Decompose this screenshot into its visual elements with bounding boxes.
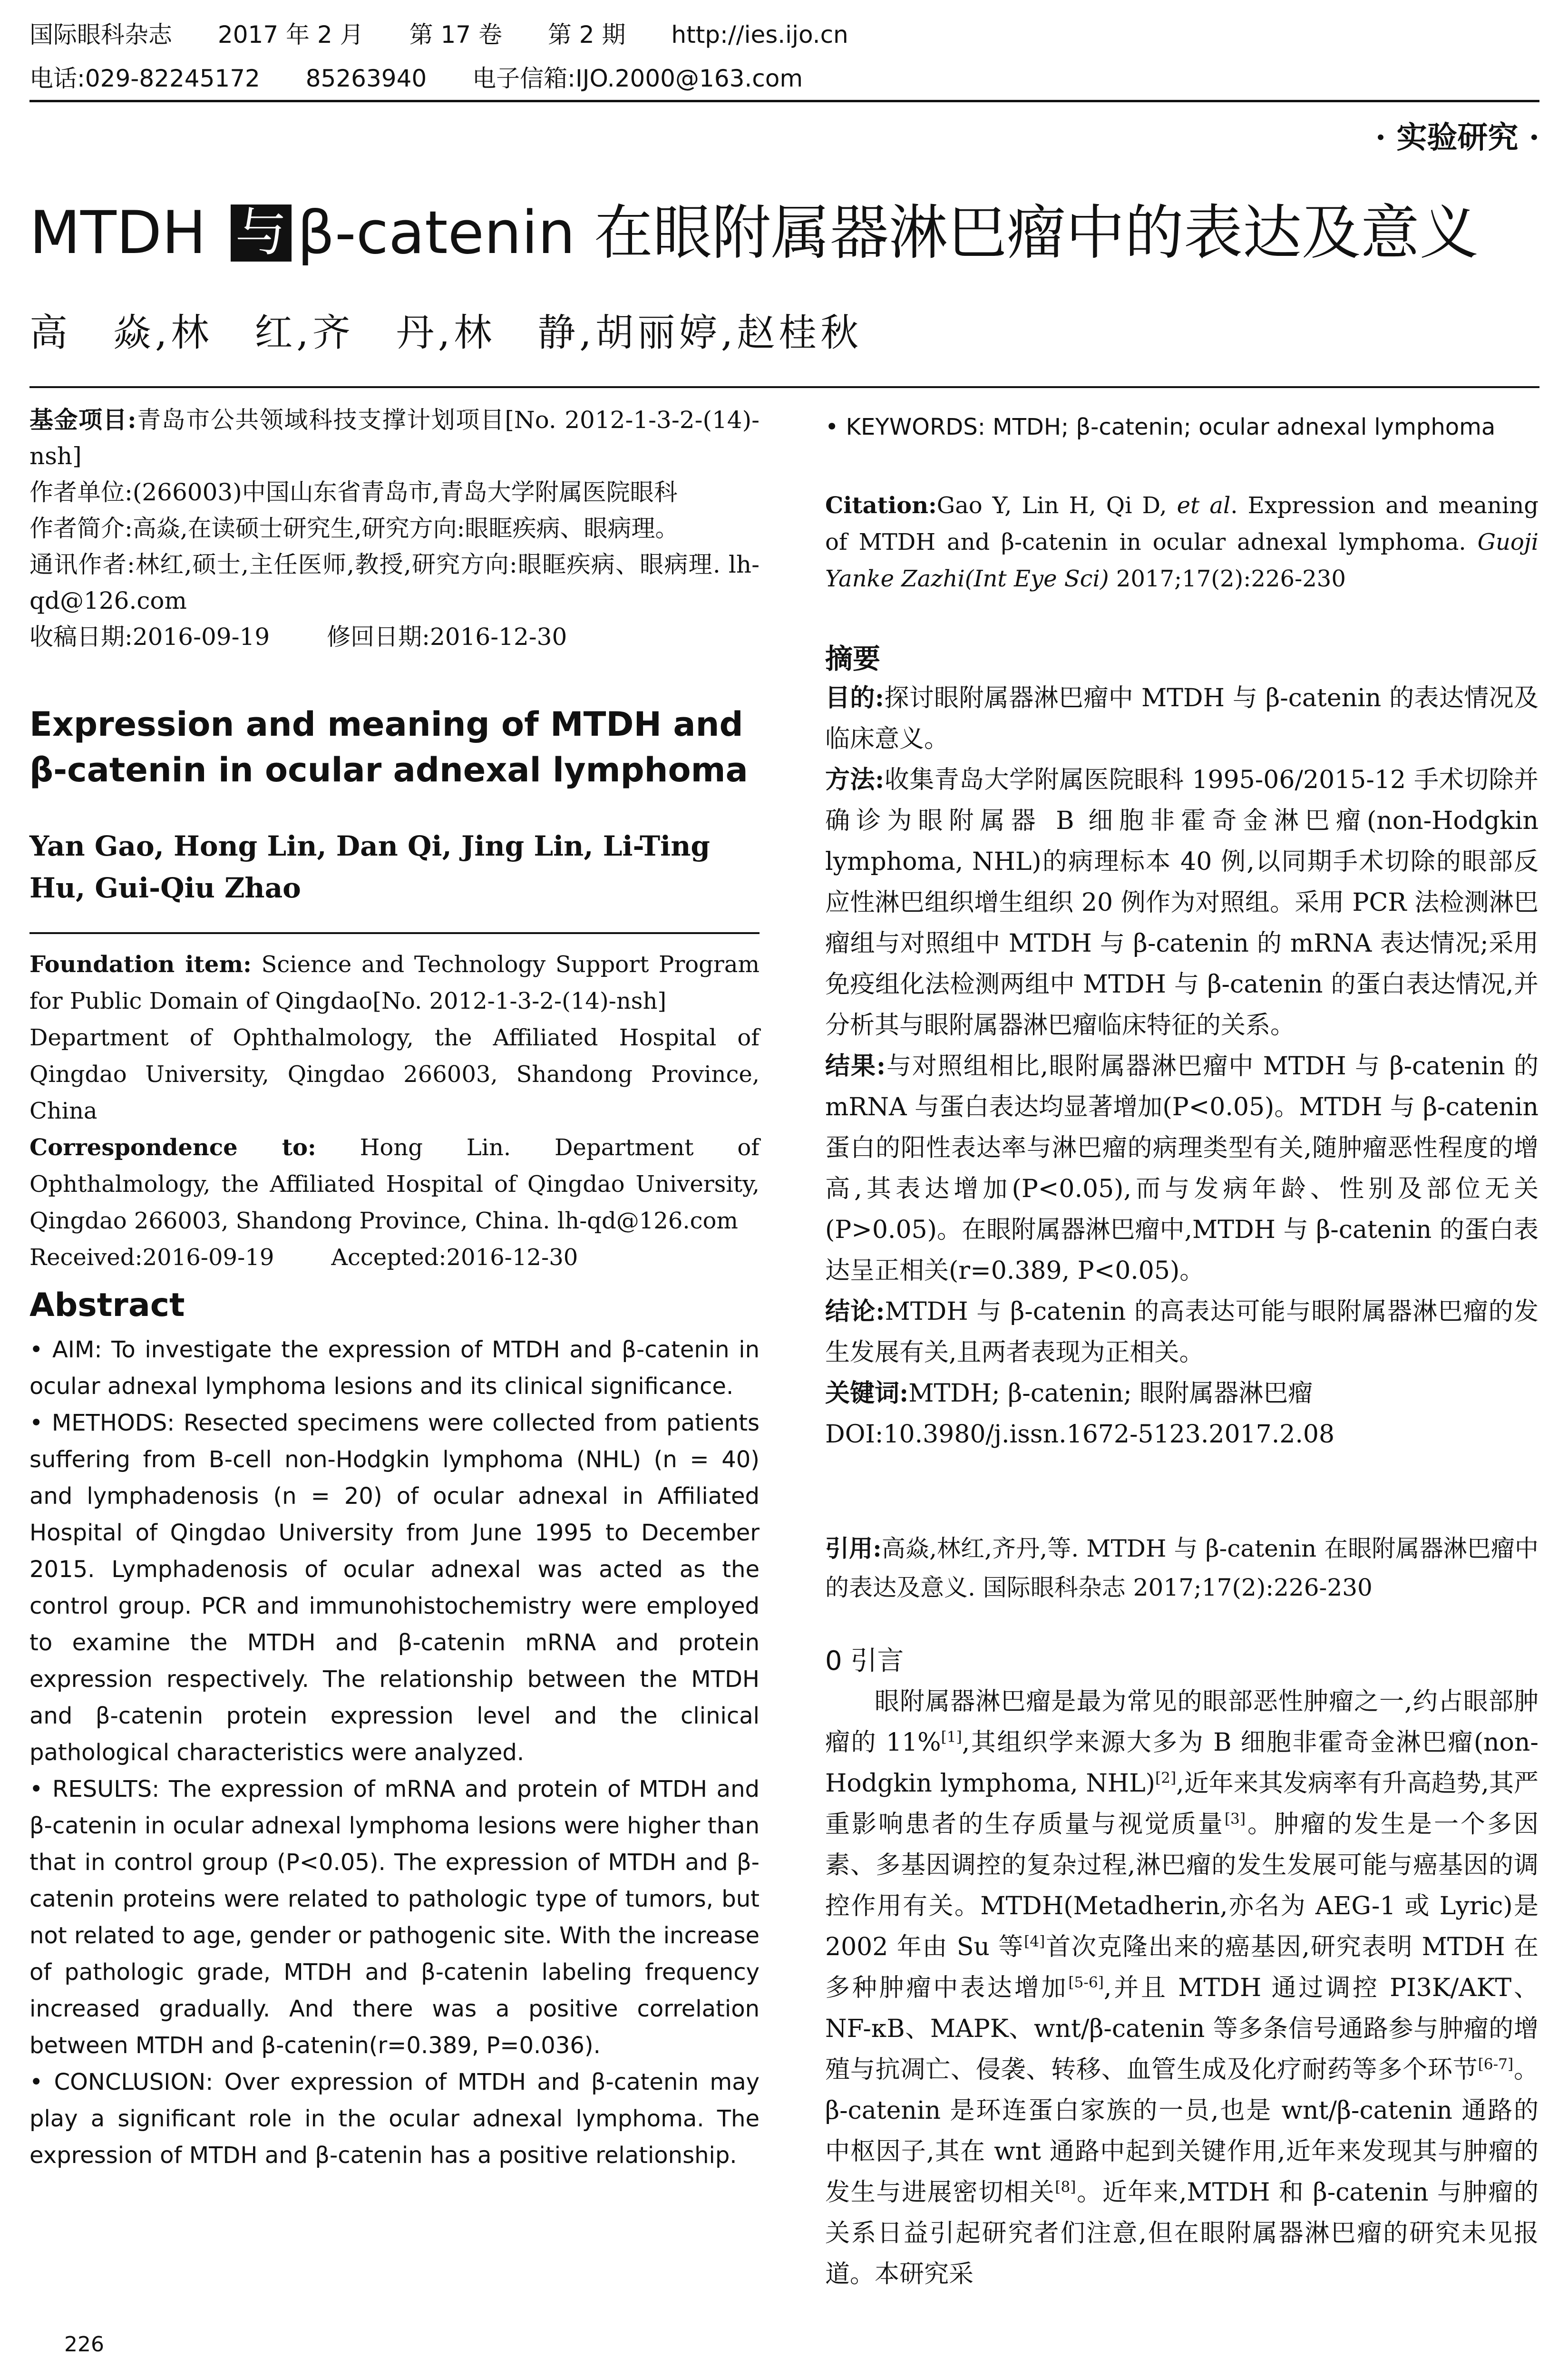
abstract-cn-heading: 摘要 bbox=[825, 643, 881, 675]
email[interactable]: 电子信箱:IJO.2000@163.com bbox=[472, 65, 803, 92]
en-authors-rule bbox=[29, 932, 760, 934]
intro-heading: 0 引言 bbox=[825, 1646, 904, 1676]
abstract-results: • RESULTS: The expression of mRNA and protein of MTDH and β-catenin in ocular adnexal lymphoma lesions were higher than that in control group (P<0.05). The expression of MTDH and β-catenin proteins were related to pathologic type of tumors, but not related to age, gender or pathogenic site. With the increase of pathologic grade, MTDH and β-catenin labeling frequency increased gradually. And there was a positive correlation between MTDH and β-catenin(r=0.389, P=0.036). bbox=[29, 1776, 760, 2059]
fund-en: Foundation item: Science and Technology Support Program for Public Domain of Qingdao[No. 2012-1-3-2-(14)-nsh] bbox=[29, 951, 760, 1014]
correspondence-cn: 通讯作者:林红,硕士,主任医师,教授,研究方向:眼眶疾病、眼病理. lh-qd@126.com bbox=[29, 551, 760, 614]
ref-4[interactable]: [4] bbox=[1024, 1933, 1045, 1950]
article-info-en bbox=[29, 946, 760, 1276]
correspondence-en: Correspondence to: Hong Lin. Department of Ophthalmology, the Affiliated Hospital of Qingdao University, Qingdao 266003, Shandong Province, China. lh-qd@126.com bbox=[29, 1134, 760, 1234]
abstract-cn-conclusion: 结论:MTDH 与 β-catenin 的高表达可能与眼附属器淋巴瘤的发生发展有关,且两者表现为正相关。 bbox=[825, 1297, 1539, 1367]
abstract-cn-results: 结果:与对照组相比,眼附属器淋巴瘤中 MTDH 与 β-catenin 的 mRNA 与蛋白表达均显著增加(P<0.05)。MTDH 与 β-catenin 蛋白的阳性表达率与淋巴瘤的病理类型有关,随肿瘤恶性程度的增高,其表达增加(P<0.05),而与发病年龄、性别及部位无关(P>0.05)。在眼附属器淋巴瘤中,MTDH 与 β-catenin 的蛋白表达呈正相关(r=0.389, P<0.05)。 bbox=[825, 1052, 1539, 1285]
journal-url[interactable]: http://ies.ijo.cn bbox=[671, 21, 848, 49]
journal-name: 国际眼科杂志 bbox=[29, 21, 172, 49]
title-conj: 与 bbox=[231, 205, 292, 262]
abstract-cn-methods: 方法:收集青岛大学附属医院眼科 1995-06/2015-12 手术切除并确诊为眼附属器 B 细胞非霍奇金淋巴瘤(non-Hodgkin lymphoma, NHL)的病理标本 40 例,以同期手术切除的眼部反应性淋巴组织增生组织 20 例作为对照组。采用 PCR 法检测淋巴瘤组与对照组中 MTDH 与 β-catenin 的 mRNA 表达情况;采用免疫组化法检测两组中 MTDH 与 β-catenin 的蛋白表达情况,并分析其与眼附属器淋巴瘤临床特征的关系。 bbox=[825, 765, 1539, 1040]
journal-header-line2 bbox=[29, 63, 841, 94]
section-label: · 实验研究 · bbox=[1375, 120, 1539, 156]
page-number: 226 bbox=[64, 2332, 104, 2357]
ref-2[interactable]: [2] bbox=[1155, 1769, 1177, 1787]
article-info-cn bbox=[29, 402, 760, 655]
ref-6[interactable]: [6-7] bbox=[1478, 2056, 1514, 2073]
ref-3[interactable]: [3] bbox=[1224, 1810, 1246, 1828]
ref-7[interactable]: [8] bbox=[1055, 2178, 1076, 2196]
dates-cn: 收稿日期:2016-09-19 修回日期:2016-12-30 bbox=[29, 623, 567, 651]
english-authors: Yan Gao, Hong Lin, Dan Qi, Jing Lin, Li-Ting Hu, Gui-Qiu Zhao bbox=[29, 830, 710, 904]
fund-cn: 基金项目:青岛市公共领域科技支撑计划项目[No. 2012-1-3-2-(14)-nsh] bbox=[29, 406, 760, 470]
issue-date: 2017 年 2 月 bbox=[217, 21, 364, 49]
phone: 电话:029-82245172 bbox=[29, 65, 260, 92]
keywords-en: • KEYWORDS: MTDH; β-catenin; ocular adnexal lymphoma bbox=[825, 414, 1496, 440]
unit-cn: 作者单位:(266003)中国山东省青岛市,青岛大学附属医院眼科 bbox=[29, 478, 678, 506]
ref-5[interactable]: [5-6] bbox=[1068, 1974, 1104, 1991]
abstract-cn-aim: 目的:探讨眼附属器淋巴瘤中 MTDH 与 β-catenin 的表达情况及临床意义。 bbox=[825, 683, 1539, 753]
dates-en: Received:2016-09-19 Accepted:2016-12-30 bbox=[29, 1244, 578, 1271]
abstract-cn bbox=[825, 678, 1539, 1455]
citation-cn: 引用:高焱,林红,齐丹,等. MTDH 与 β-catenin 在眼附属器淋巴瘤中的表达及意义. 国际眼科杂志 2017;17(2):226-230 bbox=[825, 1534, 1539, 1601]
abstract-en bbox=[29, 1332, 760, 2174]
abstract-conclusion: • CONCLUSION: Over expression of MTDH and β-catenin may play a significant role in the ocular adnexal lymphoma. The expression of MTDH and β-catenin has a positive relationship. bbox=[29, 2069, 760, 2169]
dept-en: Department of Ophthalmology, the Affiliated Hospital of Qingdao University, Qingdao 266003, Shandong Province, China bbox=[29, 1024, 760, 1124]
citation-en: Citation:Gao Y, Lin H, Qi D, et al. Expression and meaning of MTDH and β-catenin in ocular adnexal lymphoma. Guoji Yanke Zazhi(Int Eye Sci) 2017;17(2):226-230 bbox=[825, 492, 1539, 592]
journal-header-line1 bbox=[29, 19, 886, 50]
volume: 第 17 卷 bbox=[409, 21, 502, 49]
title-part1: MTDH bbox=[29, 199, 206, 267]
english-title: Expression and meaning of MTDH and β-catenin in ocular adnexal lymphoma bbox=[29, 705, 748, 789]
intro-body: 眼附属器淋巴瘤是最为常见的眼部恶性肿瘤之一,约占眼部肿瘤的 11%[1],其组织学来源大多为 B 细胞非霍奇金淋巴瘤(non-Hodgkin lymphoma, NHL)[2],近年来其发病率有升高趋势,其严重影响患者的生存质量与视觉质量[3]。肿瘤的发生是一个多因素、多基因调控的复杂过程,淋巴瘤的发生发展可能与癌基因的调控作用有关。MTDH(Metadherin,亦名为 AEG-1 或 Lyric)是 2002 年由 Su 等[4]首次克隆出来的癌基因,研究表明 MTDH 在多种肿瘤中表达增加[5-6],并且 MTDH 通过调控 PI3K/AKT、NF-κB、MAPK、wnt/β-catenin 等多条信号通路参与肿瘤的增殖与抗凋亡、侵袭、转移、血管生成及化疗耐药等多个环节[6-7]。β-catenin 是环连蛋白家族的一员,也是 wnt/β-catenin 通路的中枢因子,其在 wnt 通路中起到关键作用,近年来发现其与肿瘤的发生与进展密切相关[8]。近年来,MTDH 和 β-catenin 与肿瘤的关系日益引起研究者们注意,但在眼附属器淋巴瘤的研究未见报道。本研究采 bbox=[825, 1687, 1539, 2289]
abstract-heading: Abstract bbox=[29, 1286, 185, 1324]
article-title bbox=[29, 197, 1479, 269]
keywords-cn: 关键词:MTDH; β-catenin; 眼附属器淋巴瘤 bbox=[825, 1379, 1313, 1408]
authors-rule bbox=[29, 386, 1539, 388]
title-part2: β-catenin 在眼附属器淋巴瘤中的表达及意义 bbox=[297, 199, 1479, 267]
authors-cn: 高 焱,林 红,齐 丹,林 静,胡丽婷,赵桂秋 bbox=[29, 311, 863, 355]
abstract-methods: • METHODS: Resected specimens were collected from patients suffering from B-cell non-Hodgkin lymphoma (NHL) (n = 40) and lymphadenosis (n = 20) of ocular adnexal in Affiliated Hospital of Qingdao University from June 1995 to December 2015. Lymphadenosis of ocular adnexal was acted as the control group. PCR and immunohistochemistry were employed to examine the MTDH and β-catenin mRNA and protein expression respectively. The relationship between the MTDH and β-catenin protein expression level and the clinical pathological characteristics were analyzed. bbox=[29, 1410, 760, 1766]
issue: 第 2 期 bbox=[547, 21, 626, 49]
abstract-aim: • AIM: To investigate the expression of MTDH and β-catenin in ocular adnexal lymphoma lesions and its clinical significance. bbox=[29, 1336, 760, 1400]
header-rule bbox=[29, 100, 1539, 102]
bio-cn: 作者简介:高焱,在读硕士研究生,研究方向:眼眶疾病、眼病理。 bbox=[29, 515, 679, 542]
phone-2: 85263940 bbox=[305, 65, 427, 92]
ref-1[interactable]: [1] bbox=[941, 1728, 962, 1746]
doi: DOI:10.3980/j.issn.1672-5123.2017.2.08 bbox=[825, 1420, 1335, 1449]
